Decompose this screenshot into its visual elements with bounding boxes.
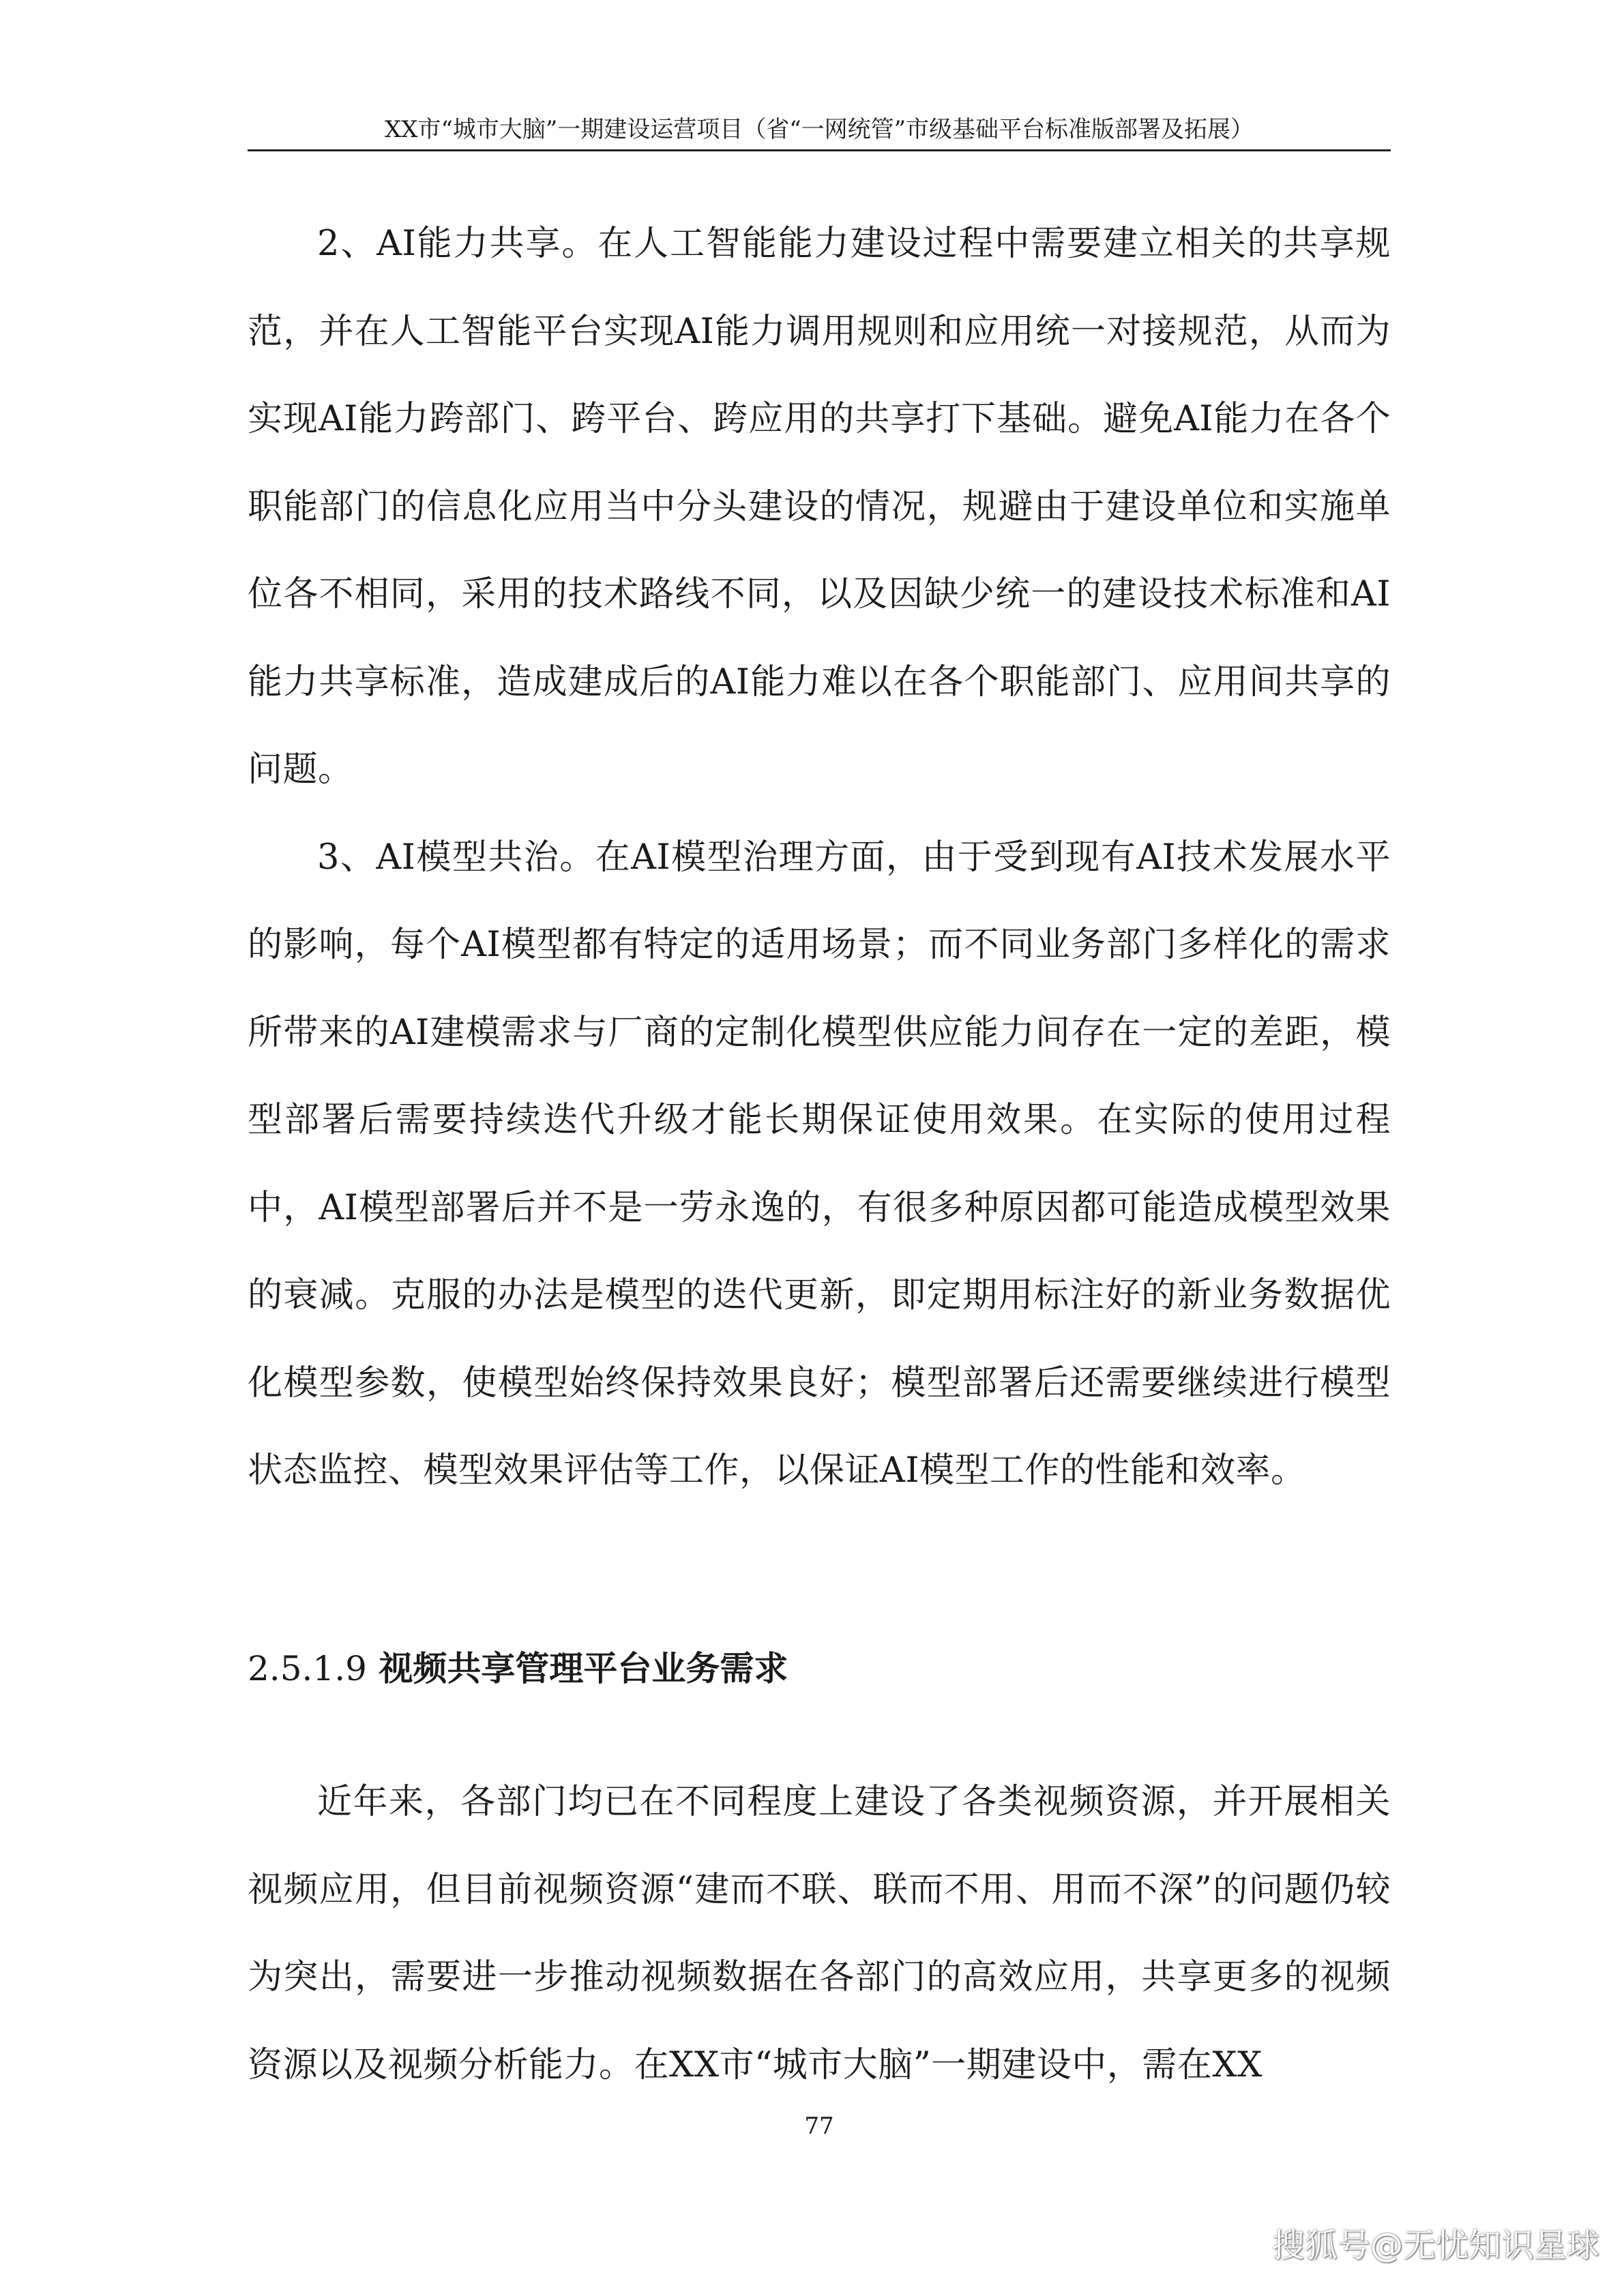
body-text-block	[248, 200, 1391, 1515]
paragraph-video-sharing-intro: 近年来，各部门均已在不同程度上建设了各类视频资源，并开展相关视频应用，但目前视频资源“建而不联、联而不用、用而不深”的问题仍较为突出，需要进一步推动视频数据在各部门的高效应用，共享更多的视频资源以及视频分析能力。在XX市“城市大脑”一期建设中，需在XX	[248, 1782, 1391, 2085]
page-number: 77	[804, 2113, 834, 2140]
paragraph-ai-model-governance: 3、AI模型共治。在AI模型治理方面，由于受到现有AI技术发展水平的影响，每个AI模型都有特定的适用场景；而不同业务部门多样化的需求所带来的AI建模需求与厂商的定制化模型供应能力间存在一定的差距，模型部署后需要持续迭代升级才能长期保证使用效果。在实际的使用过程中，AI模型部署后并不是一劳永逸的，有很多种原因都可能造成模型效果的衰减。克服的办法是模型的迭代更新，即定期用标注好的新业务数据优化模型参数，使模型始终保持效果良好；模型部署后还需要继续进行模型状态监控、模型效果评估等工作，以保证AI模型工作的性能和效率。	[248, 837, 1391, 1491]
running-header: XX市“城市大脑”一期建设运营项目（省“一网统管”市级基础平台标准版部署及拓展）	[385, 116, 1254, 143]
body-text-block-section	[248, 1759, 1391, 2109]
section-heading	[248, 1641, 788, 1696]
header-divider	[248, 149, 1391, 151]
source-watermark: 搜狐号@无忧知识星球	[1271, 2226, 1599, 2265]
section-title: 视频共享管理平台业务需求	[379, 1648, 788, 1688]
paragraph-ai-capability-sharing: 2、AI能力共享。在人工智能能力建设过程中需要建立相关的共享规范，并在人工智能平台实现AI能力调用规则和应用统一对接规范，从而为实现AI能力跨部门、跨平台、跨应用的共享打下基础。避免AI能力在各个职能部门的信息化应用当中分头建设的情况，规避由于建设单位和实施单位各不相同，采用的技术路线不同，以及因缺少统一的建设技术标准和AI能力共享标准，造成建成后的AI能力难以在各个职能部门、应用间共享的问题。	[248, 224, 1391, 790]
section-number: 2.5.1.9	[248, 1649, 367, 1688]
